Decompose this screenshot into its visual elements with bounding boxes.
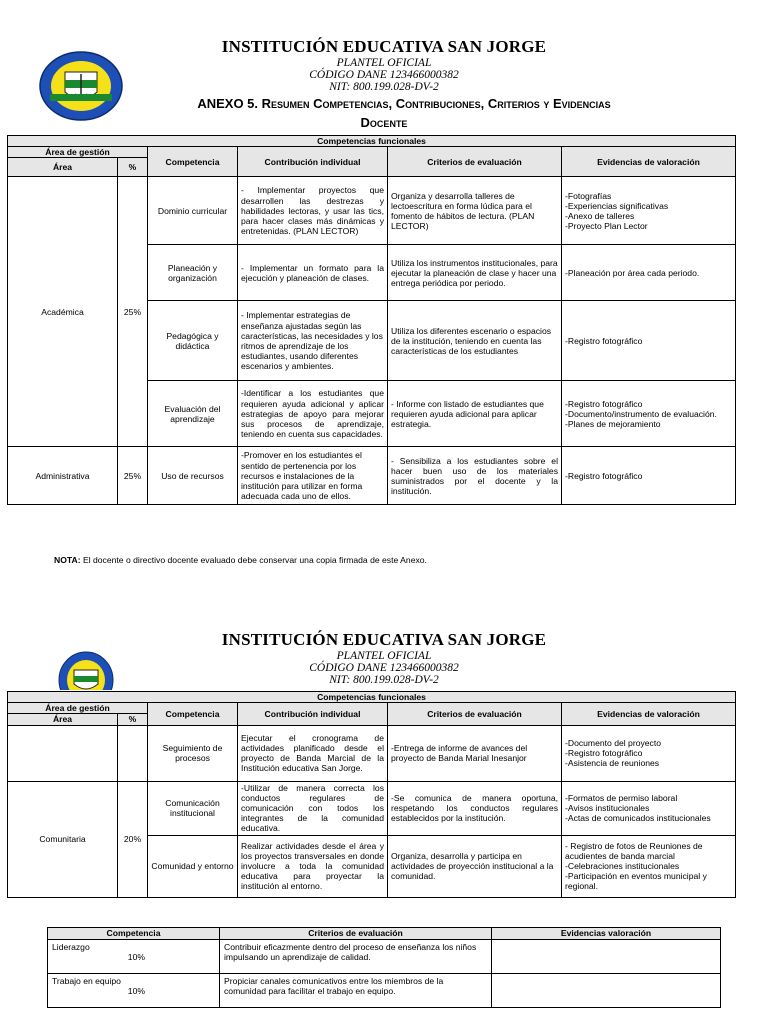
competencia-name: Trabajo en equipo — [52, 975, 121, 986]
annex-subtitle: Docente — [360, 115, 408, 130]
competencia-cell: Uso de recursos — [148, 447, 238, 505]
evidencias-cell — [562, 381, 736, 447]
evidencias-cell-empty — [492, 939, 721, 973]
contribucion-cell: -Identificar a los estudiantes que requieren ayuda adicional y aplicar estrategias de apoyo para mejorar sus procesos de aprendizaje, teniendo en cuenta sus capacidades. — [238, 381, 388, 447]
criterios-header: Criterios de evaluación — [388, 703, 562, 725]
evidence-item: -Documento del proyecto — [565, 737, 662, 748]
competencia-cell: Comunicación institucional — [148, 781, 238, 835]
competencia-pct: 10% — [127, 952, 145, 962]
contribucion-cell: -Promover en los estudiantes el sentido de pertenencia por los recursos e instalaciones de la institución para utilizar en forma adecuada cada uno de ellos. — [238, 447, 388, 505]
criterios-cell: - Informe con listado de estudiantes que requieren ayuda adicional para aplicar estrategia. — [388, 381, 562, 447]
evidence-item: -Celebraciones institucionales — [565, 861, 680, 872]
competencia-cell: Dominio curricular — [148, 177, 238, 245]
competencia-cell: Seguimiento de procesos — [148, 725, 238, 781]
area-cell-empty — [8, 725, 118, 781]
pct-header: % — [118, 714, 148, 725]
contribucion-header: Contribución individual — [238, 703, 388, 725]
criterios-cell: Utiliza los instrumentos institucionales, para ejecutar la planeación de clase y hacer una entrega periódica por periodo. — [388, 245, 562, 301]
codigo-dane: CÓDIGO DANE 123466000382 — [309, 69, 459, 81]
contribucion-cell: - Implementar estrategias de enseñanza ajustadas según las características, las necesidades y los ritmos de aprendizaje de los estudiantes, usando diferentes escenarios y ambientes. — [238, 301, 388, 381]
evidence-item: - Registro de fotos de Reuniones de acudientes de banda marcial — [565, 840, 703, 861]
competencias-funcionales-header: Competencias funcionales — [8, 692, 736, 703]
evidence-item: -Planeación por área cada periodo. — [565, 267, 700, 278]
competencia-cell: Comunidad y entorno — [148, 835, 238, 897]
nit: NIT: 800.199.028-DV-2 — [329, 674, 439, 686]
evidence-item: -Proyecto Plan Lector — [565, 221, 648, 232]
evidencias-cell — [562, 725, 736, 781]
criterios-cell: Utiliza los diferentes escenario o espacios de la institución, teniendo en cuenta las características de los estudiantes — [388, 301, 562, 381]
small-competencia-header: Competencia — [48, 928, 220, 940]
competencia-cell: Pedagógica y didáctica — [148, 301, 238, 381]
evidence-item: -Registro fotográfico — [565, 748, 643, 758]
contribucion-cell: - Implementar un formato para la ejecución y planeación de clases. — [238, 245, 388, 301]
contribucion-cell: Realizar actividades desde el área y los proyectos transversales en donde involucre a toda la comunidad educativa para proyectar la institución al entorno. — [238, 835, 388, 897]
evidence-item: -Avisos institucionales — [565, 803, 650, 814]
nota-label: NOTA: — [54, 555, 81, 565]
table-row — [8, 177, 736, 245]
evidencias-header: Evidencias de valoración — [562, 703, 736, 725]
evidencias-cell — [562, 301, 736, 381]
evidencias-cell — [562, 781, 736, 835]
table-row — [8, 725, 736, 781]
evidence-item: -Participación en eventos municipal y regional. — [565, 871, 707, 892]
area-cell: Comunitaria — [8, 781, 118, 897]
evidence-item: -Registro fotográfico — [565, 470, 643, 481]
pct-cell: 25% — [118, 447, 148, 505]
evidencias-cell — [562, 245, 736, 301]
competencia-cell: Evaluación del aprendizaje — [148, 381, 238, 447]
area-header: Área — [8, 158, 118, 177]
annex-title: ANEXO 5. Resumen Competencias, Contribuciones, Criterios y Evidencias — [197, 96, 611, 111]
area-cell: Administrativa — [8, 447, 118, 505]
criterios-cell: -Se comunica de manera oportuna, respetando los conductos regulares establecidos por la institución. — [388, 781, 562, 835]
competencia-cell — [48, 939, 220, 973]
institution-title: INSTITUCIÓN EDUCATIVA SAN JORGE — [221, 630, 547, 649]
nota — [54, 555, 427, 565]
criterio-cell: Contribuir eficazmente dentro del proceso de enseñanza los niños impulsando un aprendizaje de calidad. — [220, 939, 492, 973]
table-row — [8, 781, 736, 835]
plantel-oficial: PLANTEL OFICIAL — [336, 650, 432, 662]
area-cell: Académica — [8, 177, 118, 447]
competencias-table-2 — [7, 691, 736, 898]
contribucion-cell: - Implementar proyectos que desarrollen las destrezas y habilidades lectoras, y usar las tics, para hacer clases más dinámicas y entretenidas. (PLAN LECTOR) — [238, 177, 388, 245]
competencia-cell — [48, 973, 220, 1007]
competencias-table-1 — [7, 135, 736, 505]
institution-title: INSTITUCIÓN EDUCATIVA SAN JORGE — [221, 37, 547, 56]
competencias-funcionales-header: Competencias funcionales — [8, 136, 736, 147]
evidence-item: -Fotografías — [565, 190, 612, 201]
pct-cell: 20% — [118, 781, 148, 897]
evidence-item: -Planes de mejoramiento — [565, 419, 661, 429]
pct-cell-empty — [118, 725, 148, 781]
table-row — [48, 973, 721, 1007]
small-evidencias-header: Evidencias valoración — [492, 928, 721, 940]
criterios-cell: - Sensibiliza a los estudiantes sobre el hacer buen uso de los materiales suministrados por el docente y la institución. — [388, 447, 562, 505]
evidencias-cell — [562, 177, 736, 245]
liderazgo-table — [47, 927, 721, 1008]
evidence-item: -Asistencia de reuniones — [565, 758, 660, 769]
evidencias-header: Evidencias de valoración — [562, 147, 736, 177]
competencia-header: Competencia — [148, 703, 238, 725]
table-row — [48, 939, 721, 973]
plantel-oficial: PLANTEL OFICIAL — [336, 57, 432, 69]
evidence-item: -Registro fotográfico — [565, 335, 643, 346]
pct-cell: 25% — [118, 177, 148, 447]
pct-header: % — [118, 158, 148, 177]
nota-text: El docente o directivo docente evaluado debe conservar una copia firmada de este Anexo. — [80, 555, 427, 565]
evidence-item: -Anexo de talleres — [565, 210, 635, 221]
table-row — [8, 447, 736, 505]
page-2 — [0, 622, 768, 996]
evidence-item: -Experiencias significativas — [565, 200, 669, 211]
area-gestion-header: Área de gestión — [8, 147, 148, 158]
area-gestion-header: Área de gestión — [8, 703, 148, 714]
competencia-pct: 10% — [127, 986, 145, 996]
criterios-cell: Organiza y desarrolla talleres de lectoescritura en forma lúdica para el fomento de hábitos de lectura. (PLAN LECTOR) — [388, 177, 562, 245]
nit: NIT: 800.199.028-DV-2 — [329, 81, 439, 93]
evidence-item: -Actas de comunicados institucionales — [565, 813, 711, 824]
competencia-name: Liderazgo — [52, 941, 90, 952]
evidence-item: -Registro fotográfico — [565, 398, 643, 409]
contribucion-cell: -Utilizar de manera correcta los conductos regulares de comunicación con todos los integrantes de la comunidad educativa. — [238, 781, 388, 835]
criterios-cell: -Entrega de informe de avances del proyecto de Banda Marial Inesanjor — [388, 725, 562, 781]
criterio-cell: Propiciar canales comunicativos entre los miembros de la comunidad para facilitar el trabajo en equipo. — [220, 973, 492, 1007]
contribucion-header: Contribución individual — [238, 147, 388, 177]
criterios-header: Criterios de evaluación — [388, 147, 562, 177]
competencia-cell: Planeación y organización — [148, 245, 238, 301]
evidencias-cell — [562, 447, 736, 505]
criterios-cell: Organiza, desarrolla y participa en actividades de proyección institucional a la comunidad. — [388, 835, 562, 897]
evidencias-cell-empty — [492, 973, 721, 1007]
area-header: Área — [8, 714, 118, 725]
evidence-item: -Documento/instrumento de evaluación. — [565, 408, 717, 419]
evidencias-cell — [562, 835, 736, 897]
contribucion-cell: Ejecutar el cronograma de actividades planificado desde el proyecto de Banda Marcial de la Institución educativa San Jorge. — [238, 725, 388, 781]
evidence-item: -Formatos de permiso laboral — [565, 792, 678, 803]
small-criterios-header: Criterios de evaluación — [220, 928, 492, 940]
codigo-dane: CÓDIGO DANE 123466000382 — [309, 662, 459, 674]
competencia-header: Competencia — [148, 147, 238, 177]
